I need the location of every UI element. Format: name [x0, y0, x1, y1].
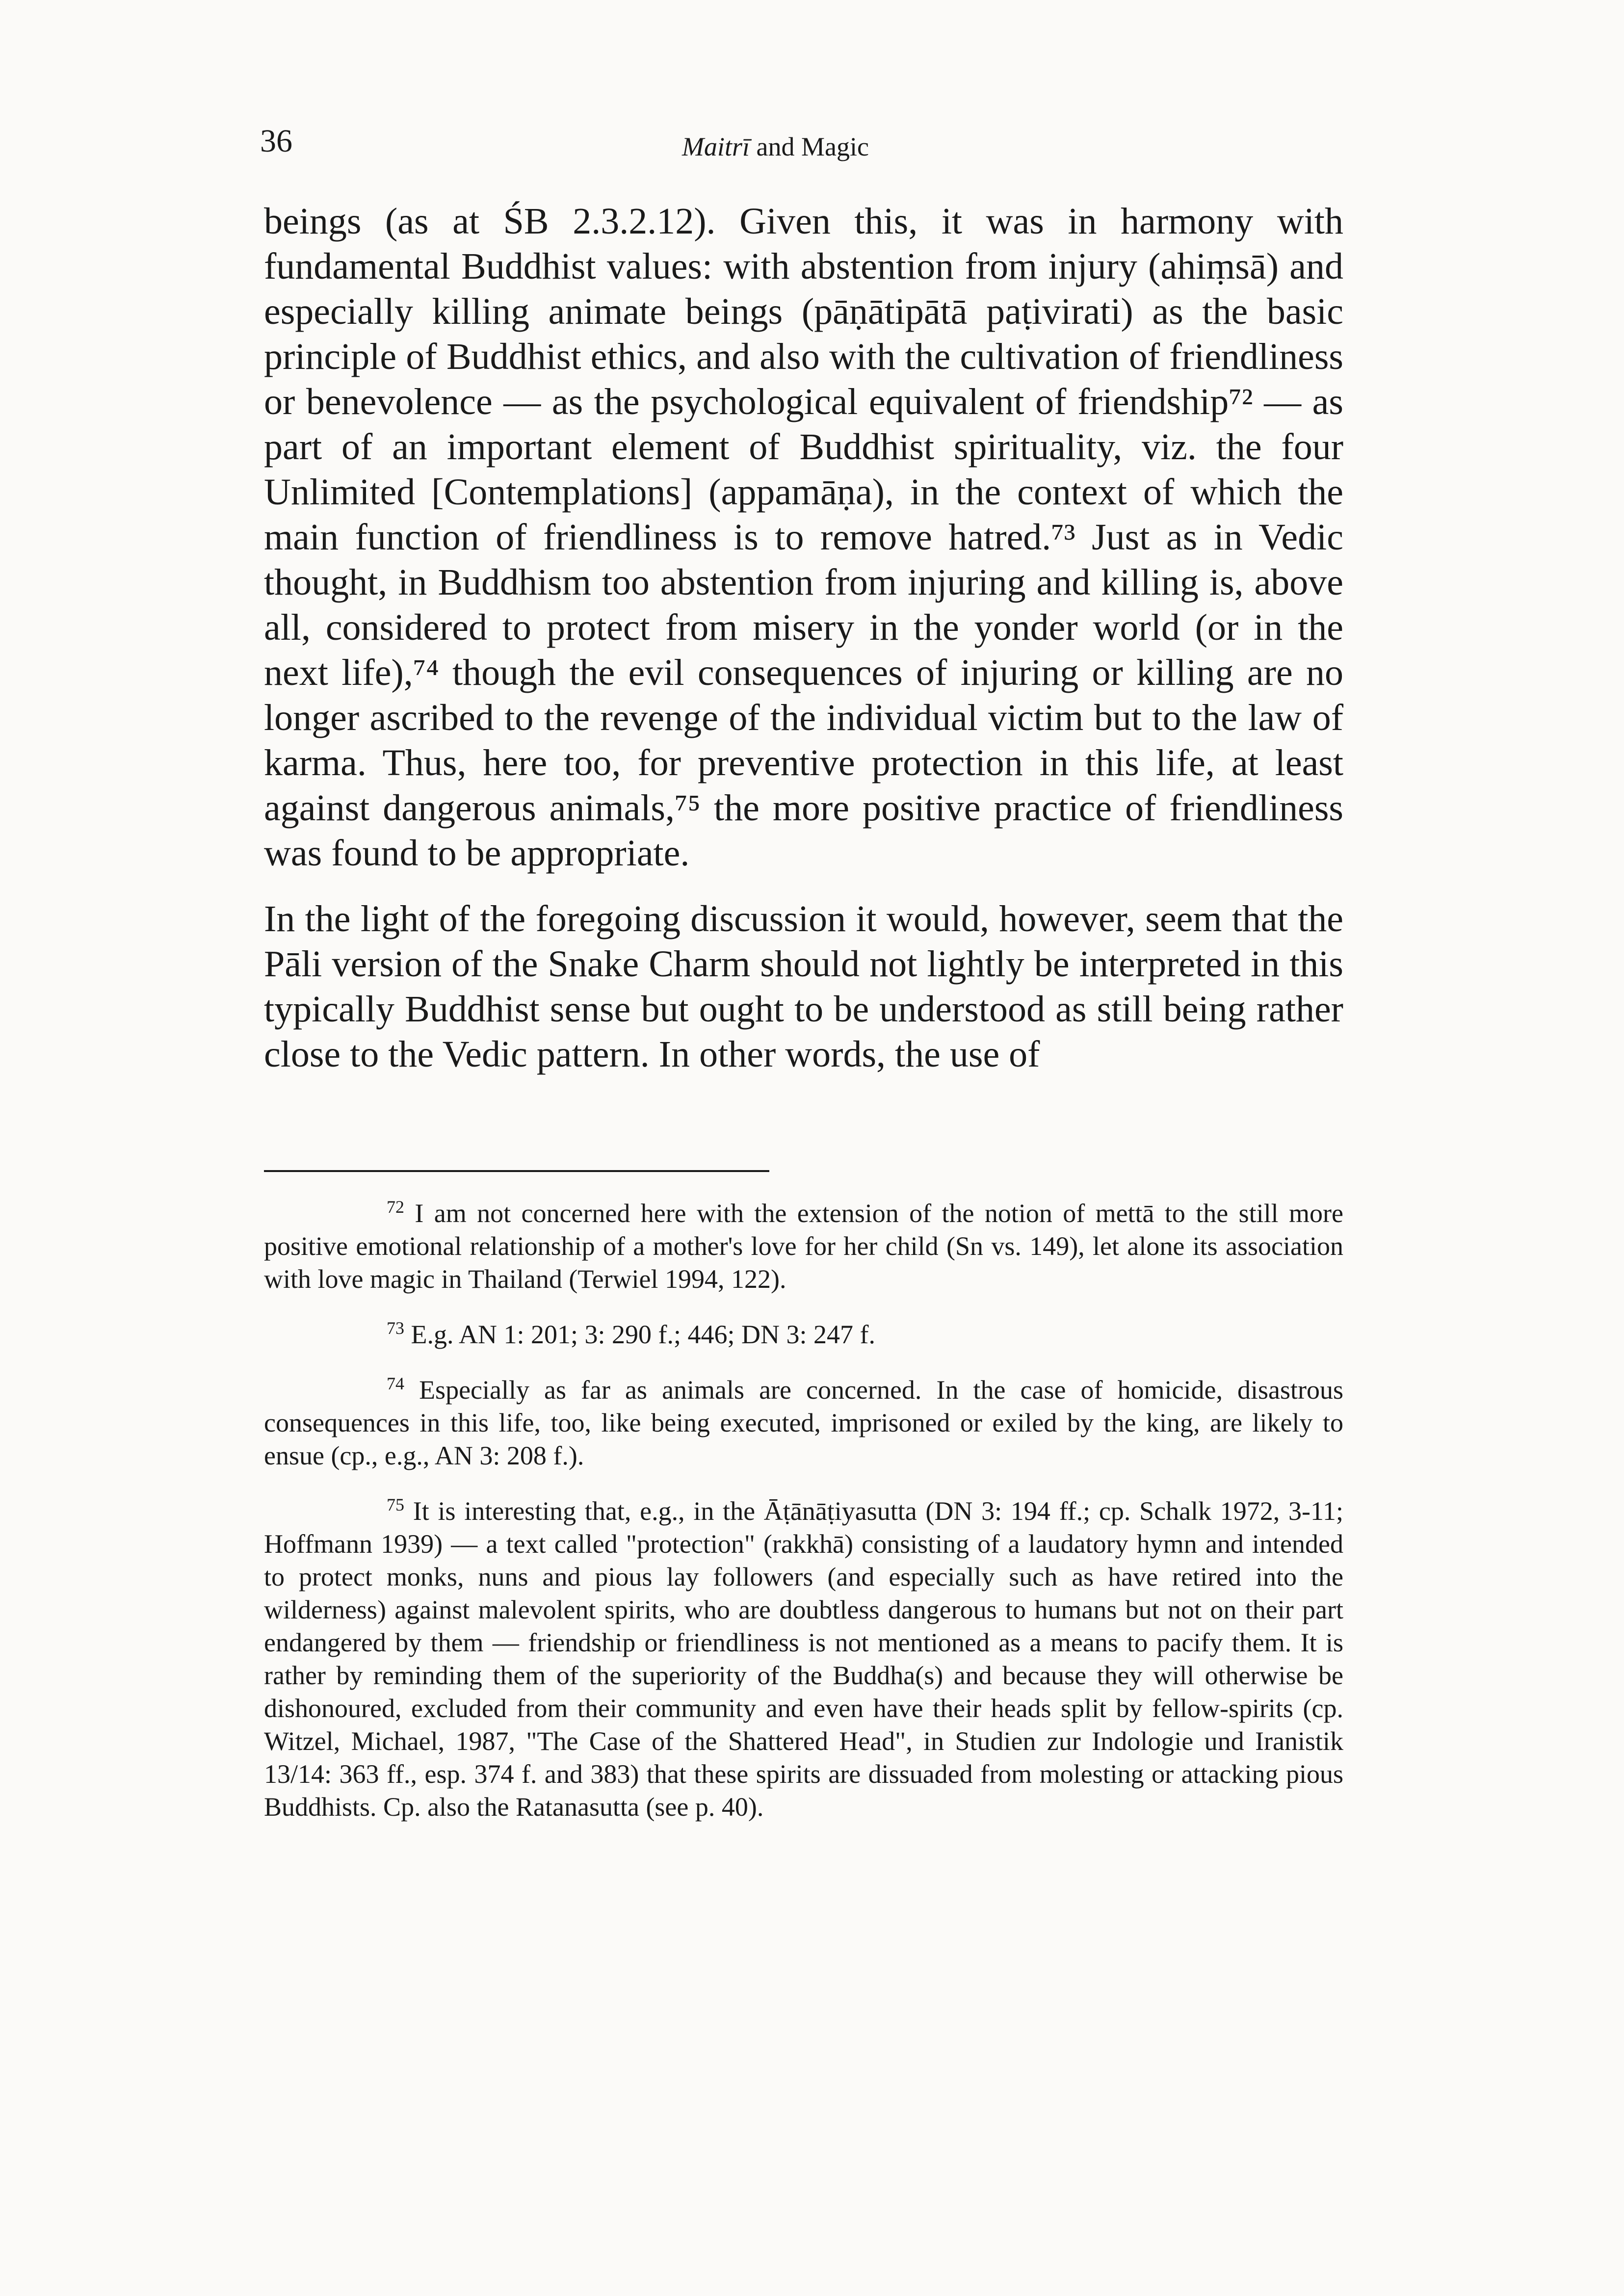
running-head-rest: and Magic — [750, 132, 869, 161]
running-head-italic: Maitrī — [682, 132, 750, 161]
footnote-marker: 72 — [387, 1197, 404, 1217]
main-text — [264, 199, 1343, 1097]
footnote-text: I am not concerned here with the extension of the notion of mettā to the still more positive emotional relationship of a mother's love for her child (Sn vs. 149), let alone its association with love magic in Thailand (Terwiel 1994, 122). — [264, 1199, 1344, 1294]
footnote-74 — [264, 1374, 1343, 1472]
paragraph: beings (as at ŚB 2.3.2.12). Given this, it was in harmony with fundamental Buddhist values: with abstention from injury (ahiṃsā) and especially killing animate beings (pāṇātipātā paṭivirati) as the basic principle of Buddhist ethics, and also with the cultivation of friendliness or benevolence — as the psychological equivalent of friendship⁷² — as part of an important element of Buddhist spirituality, viz. the four Unlimited [Contemplations] (appamāṇa), in the context of which the main function of friendliness is to remove hatred.⁷³ Just as in Vedic thought, in Buddhism too abstention from injuring and killing is, above all, considered to protect from misery in the yonder world (or in the next life),⁷⁴ though the evil consequences of injuring or killing are no longer ascribed to the revenge of the individual victim but to the law of karma. Thus, here too, for preventive protection in this life, at least against dangerous animals,⁷⁵ the more positive practice of friendliness was found to be appropriate. — [264, 201, 1343, 874]
footnotes — [264, 1197, 1343, 1846]
footnote-marker: 75 — [387, 1495, 404, 1514]
footnote-75 — [264, 1495, 1343, 1824]
running-head — [682, 133, 869, 160]
footnote-marker: 74 — [387, 1374, 404, 1393]
footnote-marker: 73 — [387, 1318, 404, 1338]
footnote-text: It is interesting that, e.g., in the Āṭānāṭiyasutta (DN 3: 194 ff.; cp. Schalk 1972, 3-11; Hoffmann 1939) — a text called "protection" (rakkhā) consisting of a laudatory hymn and intended to protect monks, nuns and pious lay followers (and especially such as have retired into the wilderness) against malevolent spirits, who are doubtless dangerous to humans but not on their part endangered by them — friendship or friendliness is not mentioned as a means to pacify them. It is rather by reminding them of the superiority of the Buddha(s) and because they will otherwise be dishonoured, excluded from their community and even have their heads split by fellow-spirits (cp. Witzel, Michael, 1987, "The Case of the Shattered Head", in Studien zur Indologie und Iranistik 13/14: 363 ff., esp. 374 f. and 383) that these spirits are dissuaded from molesting or attacking pious Buddhists. Cp. also the Ratanasutta (see p. 40). — [264, 1496, 1344, 1822]
footnote-73 — [264, 1318, 1343, 1351]
paragraph: In the light of the foregoing discussion it would, however, seem that the Pāli version of the Snake Charm should not lightly be interpreted in this typically Buddhist sense but ought to be understood as still being rather close to the Vedic pattern. In other words, the use of — [264, 898, 1343, 1075]
footnote-separator — [264, 1170, 769, 1172]
footnote-text: Especially as far as animals are concerned. In the case of homicide, disastrous consequences in this life, too, like being executed, imprisoned or exiled by the king, are likely to ensue (cp., e.g., AN 3: 208 f.). — [264, 1375, 1344, 1470]
page-number: 36 — [260, 123, 292, 159]
footnote-text: E.g. AN 1: 201; 3: 290 f.; 446; DN 3: 247 f. — [411, 1320, 875, 1349]
footnote-72 — [264, 1197, 1343, 1296]
